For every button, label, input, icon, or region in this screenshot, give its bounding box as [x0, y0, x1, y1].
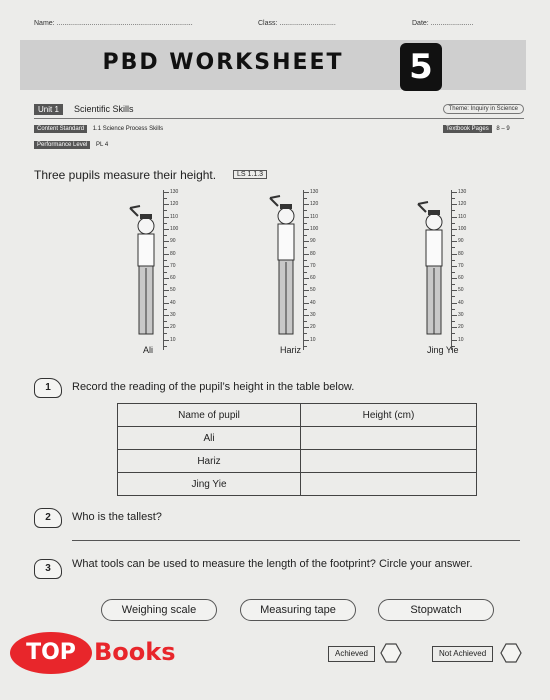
option-stopwatch[interactable]: Stopwatch: [378, 599, 494, 621]
ruler-minor-tick: [452, 309, 455, 310]
question-1-icon: 1: [34, 378, 62, 398]
ruler-minor-tick: [452, 333, 455, 334]
ruler-tick-label: 10: [458, 337, 464, 343]
name-field: Name: ......................................................................: [34, 20, 193, 27]
ruler-tick: [164, 254, 169, 255]
ruler-tick: [304, 278, 309, 279]
ruler-tick-label: 70: [458, 263, 464, 269]
logo-books-text: Books: [94, 638, 176, 666]
ruler-tick-label: 80: [170, 251, 176, 257]
class-field: Class: .............................: [258, 20, 336, 27]
theme-pill: Theme: Inquiry in Science: [443, 104, 524, 114]
unit-tag: Unit 1: [34, 104, 63, 115]
achieved-box: Achieved: [328, 646, 375, 662]
table-header-height: Height (cm): [301, 404, 477, 427]
ruler-minor-tick: [452, 272, 455, 273]
table-header-name: Name of pupil: [118, 404, 301, 427]
content-standard-value: 1.1 Science Process Skills: [92, 126, 164, 132]
option-measuring-tape[interactable]: Measuring tape: [240, 599, 356, 621]
ruler-tick-label: 70: [310, 263, 316, 269]
ruler-tick-label: 110: [170, 214, 178, 220]
achieved-hexagon-icon[interactable]: [380, 643, 402, 663]
unit-title: Scientific Skills: [74, 104, 134, 114]
ruler-minor-tick: [164, 235, 167, 236]
answer-line[interactable]: [72, 540, 520, 541]
pupil-name-ali: Ali: [143, 345, 154, 355]
ruler-minor-tick: [304, 247, 307, 248]
ruler-tick: [304, 192, 309, 193]
ruler-minor-tick: [304, 333, 307, 334]
ruler-tick-label: 50: [310, 287, 316, 293]
ruler-tick: [304, 229, 309, 230]
ruler-tick: [164, 229, 169, 230]
ruler-minor-tick: [164, 284, 167, 285]
ruler-tick-label: 110: [310, 214, 318, 220]
ruler-tick: [164, 217, 169, 218]
ruler-minor-tick: [452, 210, 455, 211]
ruler-minor-tick: [304, 235, 307, 236]
ruler-minor-tick: [452, 198, 455, 199]
ruler-hariz: [303, 190, 318, 350]
ruler-minor-tick: [164, 346, 167, 347]
ruler-minor-tick: [452, 223, 455, 224]
ruler-tick: [164, 290, 169, 291]
ruler-tick-label: 120: [458, 201, 467, 207]
topbooks-logo: [10, 628, 200, 678]
ruler-tick: [452, 278, 457, 279]
table-cell-height-input[interactable]: [301, 473, 477, 496]
ruler-minor-tick: [304, 309, 307, 310]
ruler-minor-tick: [452, 321, 455, 322]
ruler-minor-tick: [164, 210, 167, 211]
ruler-minor-tick: [452, 235, 455, 236]
ruler-tick-label: 90: [310, 238, 316, 244]
ruler-tick-label: 80: [458, 251, 464, 257]
ruler-tick-label: 30: [310, 312, 316, 318]
ruler-tick: [452, 340, 457, 341]
ruler-minor-tick: [164, 247, 167, 248]
skill-code: LS 1.1.3: [233, 170, 267, 179]
ruler-tick-label: 30: [458, 312, 464, 318]
ruler-minor-tick: [304, 296, 307, 297]
not-achieved-hexagon-icon[interactable]: [500, 643, 522, 663]
question-1-text: Record the reading of the pupil’s height in the table below.: [72, 381, 355, 393]
ruler-minor-tick: [304, 198, 307, 199]
ruler-minor-tick: [304, 260, 307, 261]
ruler-tick: [304, 254, 309, 255]
table-cell-height-input[interactable]: [301, 427, 477, 450]
ruler-tick: [452, 217, 457, 218]
ruler-tick-label: 40: [310, 300, 316, 306]
ruler-tick: [304, 303, 309, 304]
ruler-minor-tick: [304, 346, 307, 347]
ruler-tick: [304, 290, 309, 291]
ruler-tick: [164, 303, 169, 304]
pupil-name-jing-yie: Jing Yie: [427, 345, 459, 355]
option-weighing-scale[interactable]: Weighing scale: [101, 599, 217, 621]
intro-text: Three pupils measure their height.: [34, 168, 217, 182]
ruler-tick: [452, 315, 457, 316]
ruler-tick: [452, 254, 457, 255]
table-row: [118, 427, 477, 450]
ruler-minor-tick: [164, 321, 167, 322]
ruler-minor-tick: [304, 321, 307, 322]
content-standard-label: Content Standard: [34, 125, 87, 133]
ruler-tick-label: 50: [170, 287, 176, 293]
table-cell-name: Hariz: [118, 450, 301, 473]
ruler-tick: [164, 204, 169, 205]
ruler-tick: [164, 327, 169, 328]
table-cell-height-input[interactable]: [301, 450, 477, 473]
ruler-tick: [452, 241, 457, 242]
ruler-tick-label: 30: [170, 312, 176, 318]
ruler-minor-tick: [304, 210, 307, 211]
ruler-tick: [164, 278, 169, 279]
ruler-tick: [452, 266, 457, 267]
table-row: [118, 450, 477, 473]
ruler-minor-tick: [164, 333, 167, 334]
ruler-tick-label: 70: [170, 263, 176, 269]
table-row: [118, 473, 477, 496]
ruler-tick: [304, 327, 309, 328]
ruler-minor-tick: [452, 260, 455, 261]
textbook-label: Textbook Pages: [443, 125, 492, 133]
ruler-tick-label: 130: [170, 189, 179, 195]
ruler-tick: [164, 241, 169, 242]
ruler-tick: [304, 266, 309, 267]
ruler-tick: [164, 266, 169, 267]
ruler-tick-label: 100: [170, 226, 179, 232]
pupil-ali-figure: [130, 206, 154, 334]
ruler-minor-tick: [452, 296, 455, 297]
performance-row: [34, 142, 108, 148]
ruler-minor-tick: [164, 296, 167, 297]
ruler-tick: [452, 192, 457, 193]
textbook-value: 8 – 9: [496, 126, 510, 132]
worksheet-number-badge: 5: [400, 43, 442, 91]
date-field: Date: ......................: [412, 20, 474, 27]
ruler-minor-tick: [304, 272, 307, 273]
textbook-row: [443, 126, 510, 132]
ruler-tick-label: 10: [170, 337, 176, 343]
ruler-tick-label: 100: [310, 226, 319, 232]
ruler-tick-label: 60: [458, 275, 464, 281]
worksheet-banner: [20, 40, 526, 90]
table-cell-name: Jing Yie: [118, 473, 301, 496]
ruler-tick: [304, 241, 309, 242]
ruler-tick-label: 20: [458, 324, 464, 330]
table-cell-name: Ali: [118, 427, 301, 450]
ruler-minor-tick: [164, 272, 167, 273]
question-2-icon: 2: [34, 508, 62, 528]
pupil-jing-yie-figure: [418, 202, 442, 334]
ruler-tick-label: 50: [458, 287, 464, 293]
ruler-minor-tick: [304, 284, 307, 285]
ruler-tick-label: 130: [458, 189, 467, 195]
ruler-tick: [304, 204, 309, 205]
ruler-tick-label: 10: [310, 337, 316, 343]
ruler-tick-label: 120: [310, 201, 319, 207]
pupil-name-hariz: Hariz: [280, 345, 302, 355]
ruler-minor-tick: [164, 198, 167, 199]
ruler-tick-label: 60: [170, 275, 176, 281]
ruler-tick: [164, 315, 169, 316]
ruler-jing-yie: [451, 190, 466, 350]
ruler-tick-label: 100: [458, 226, 467, 232]
ruler-minor-tick: [452, 284, 455, 285]
ruler-minor-tick: [164, 260, 167, 261]
question-3-text: What tools can be used to measure the length of the footprint? Circle your answer.: [72, 558, 473, 570]
ruler-minor-tick: [304, 223, 307, 224]
performance-label: Performance Level: [34, 141, 90, 149]
ruler-tick: [452, 290, 457, 291]
ruler-tick-label: 20: [170, 324, 176, 330]
ruler-tick-label: 90: [458, 238, 464, 244]
ruler-tick-label: 80: [310, 251, 316, 257]
ruler-tick: [164, 192, 169, 193]
ruler-tick-label: 90: [170, 238, 176, 244]
not-achieved-box: Not Achieved: [432, 646, 493, 662]
ruler-minor-tick: [164, 223, 167, 224]
unit-bar: [34, 104, 524, 119]
ruler-tick-label: 120: [170, 201, 179, 207]
ruler-tick-label: 130: [310, 189, 319, 195]
question-3-icon: 3: [34, 559, 62, 579]
ruler-tick-label: 110: [458, 214, 466, 220]
ruler-tick: [452, 303, 457, 304]
ruler-tick-label: 60: [310, 275, 316, 281]
ruler-minor-tick: [164, 309, 167, 310]
worksheet-title: PBD WORKSHEET: [102, 50, 344, 75]
content-standard-row: [34, 126, 163, 132]
question-2-text: Who is the tallest?: [72, 511, 162, 523]
performance-value: PL 4: [96, 142, 109, 148]
ruler-tick: [304, 217, 309, 218]
ruler-tick-label: 40: [458, 300, 464, 306]
ruler-tick: [452, 204, 457, 205]
pupil-hariz-figure: [270, 196, 294, 334]
ruler-tick: [452, 327, 457, 328]
ruler-tick: [452, 229, 457, 230]
height-table: [117, 403, 477, 496]
ruler-minor-tick: [452, 247, 455, 248]
ruler-tick-label: 20: [310, 324, 316, 330]
logo-top-text: TOP: [10, 632, 92, 674]
ruler-tick: [304, 340, 309, 341]
ruler-tick: [304, 315, 309, 316]
ruler-tick-label: 40: [170, 300, 176, 306]
ruler-tick: [164, 340, 169, 341]
ruler-ali: [163, 190, 178, 350]
